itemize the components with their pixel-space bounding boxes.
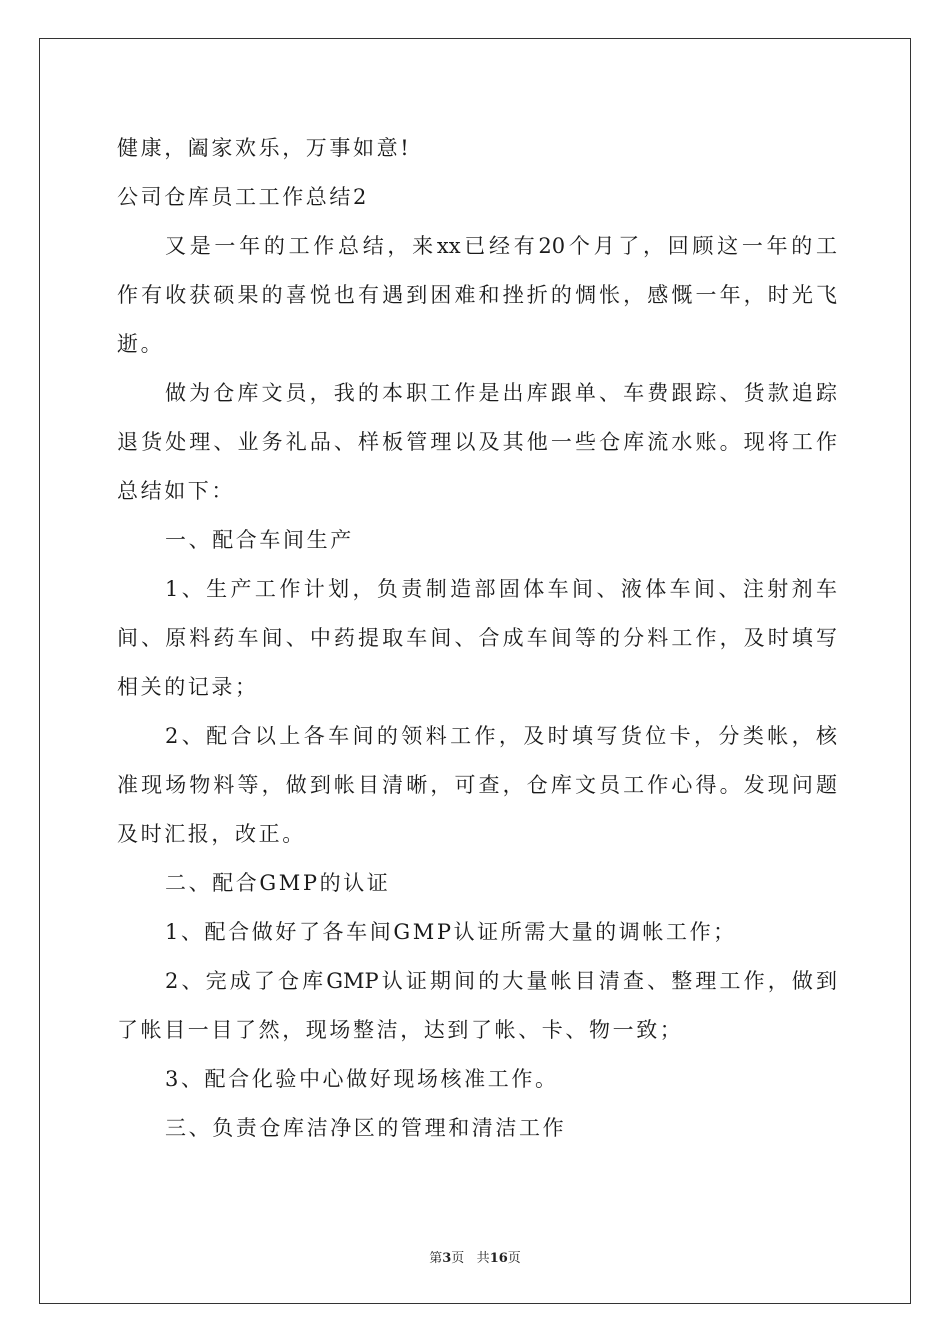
text-line: 作有收获硕果的喜悦也有遇到困难和挫折的惆怅，感慨一年，时光飞 <box>117 283 837 307</box>
total-suffix: 页 <box>507 1251 521 1266</box>
text-line: 健康，阖家欢乐，万事如意! <box>117 136 412 160</box>
text-line: 做为仓库文员，我的本职工作是出库跟单、车费跟踪、货款追踪 <box>165 381 837 405</box>
text-line: 2、完成了仓库GMP认证期间的大量帐目清查、整理工作，做到 <box>165 969 837 993</box>
subheading: 二、配合GMP的认证 <box>165 871 391 895</box>
page-suffix: 页 <box>451 1251 465 1266</box>
text-line: 间、原料药车间、中药提取车间、合成车间等的分料工作，及时填写 <box>117 626 837 650</box>
text-line: 逝。 <box>117 332 165 356</box>
text-line: 准现场物料等，做到帐目清晰，可查，仓库文员工作心得。发现问题 <box>117 773 837 797</box>
text-line: 2、配合以上各车间的领料工作，及时填写货位卡，分类帐，核 <box>165 724 837 748</box>
document-body <box>117 124 837 1153</box>
page-prefix: 第 <box>429 1251 443 1266</box>
section-title: 公司仓库员工工作总结2 <box>117 185 369 209</box>
text-line: 了帐目一目了然，现场整洁，达到了帐、卡、物一致； <box>117 1018 684 1042</box>
text-line: 1、配合做好了各车间GMP认证所需大量的调帐工作； <box>165 920 737 944</box>
text-line: 相关的记录； <box>117 675 259 699</box>
page-footer <box>0 1247 950 1266</box>
total-prefix: 共 <box>476 1251 490 1266</box>
text-line: 退货处理、业务礼品、样板管理以及其他一些仓库流水账。现将工作 <box>117 430 837 454</box>
subheading: 三、负责仓库洁净区的管理和清洁工作 <box>165 1116 567 1140</box>
text-line: 3、配合化验中心做好现场核准工作。 <box>165 1067 559 1091</box>
text-line: 总结如下： <box>117 479 235 503</box>
text-line: 又是一年的工作总结，来xx已经有20个月了，回顾这一年的工 <box>165 234 837 258</box>
page-number: 3 <box>442 1251 452 1266</box>
text-line: 及时汇报，改正。 <box>117 822 306 846</box>
subheading: 一、配合车间生产 <box>165 528 354 552</box>
total-pages: 16 <box>489 1251 508 1266</box>
text-line: 1、生产工作计划，负责制造部固体车间、液体车间、注射剂车 <box>165 577 837 601</box>
